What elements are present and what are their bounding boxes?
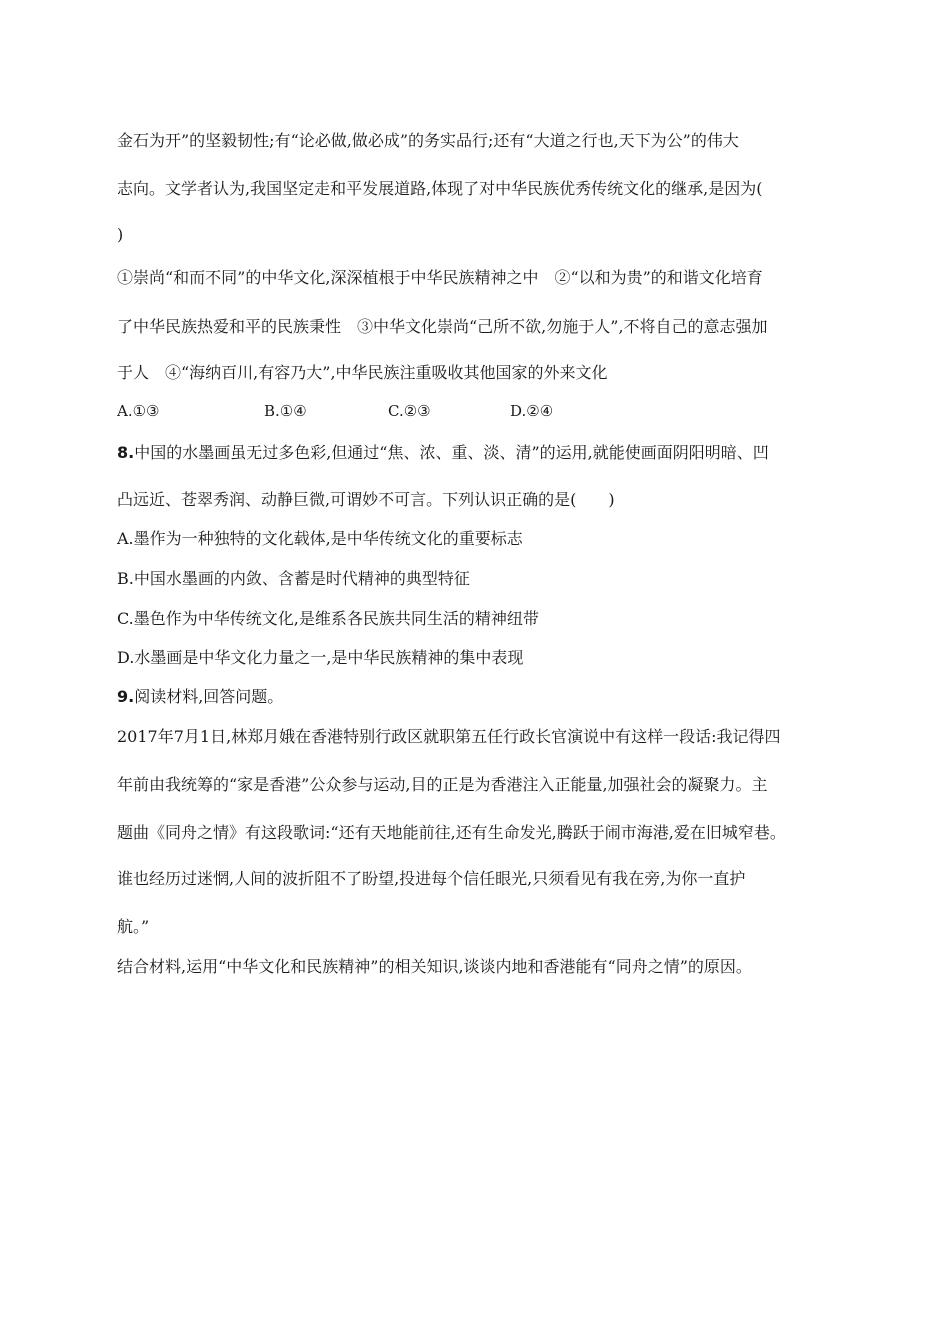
q9-title-text: 阅读材料,回答问题。	[134, 687, 284, 706]
q8-stem-text: 中国的水墨画虽无过多色彩,但通过“焦、浓、重、淡、清”的运用,就能使画面阴阳明暗、凹	[134, 443, 769, 462]
q7-option-d: D.②④	[510, 402, 554, 420]
q9-material-line-4: 谁也经历过迷惘,人间的波折阻不了盼望,投进每个信任眼光,只须看见有我在旁,为你一直护	[117, 869, 746, 888]
q8-option-b: B.中国水墨画的内敛、含蓄是时代精神的典型特征	[117, 569, 470, 588]
q7-option-b: B.①④	[264, 402, 307, 420]
q8-stem-line-2: 凸远近、苍翠秀润、动静巨微,可谓妙不可言。下列认识正确的是( )	[117, 490, 615, 509]
q9-title-line	[117, 686, 283, 708]
q7-option-c: C.②③	[388, 402, 431, 420]
q7-option-a: A.①③	[117, 402, 160, 420]
q8-option-c: C.墨色作为中华传统文化,是维系各民族共同生活的精神纽带	[117, 609, 539, 628]
q9-material-line-2: 年前由我统筹的“家是香港”公众参与运动,目的正是为香港注入正能量,加强社会的凝聚力。主	[117, 775, 768, 794]
q9-material-line-5: 航。”	[117, 917, 150, 936]
q9-material-line-3: 题曲《同舟之情》有这段歌词:“还有天地能前往,还有生命发光,腾跃于闹市海港,爱在旧城窄巷。	[117, 823, 786, 842]
q8-number: 8.	[117, 443, 135, 462]
q7-statement-line-3: 于人 ④“海纳百川,有容乃大”,中华民族注重吸收其他国家的外来文化	[117, 363, 608, 382]
q9-question: 结合材料,运用“中华文化和民族精神”的相关知识,谈谈内地和香港能有“同舟之情”的原因。	[117, 957, 752, 976]
q7-stem-line-3: )	[117, 225, 124, 244]
q7-stem-line-2: 志向。文学者认为,我国坚定走和平发展道路,体现了对中华民族优秀传统文化的继承,是因为(	[117, 179, 763, 198]
q8-option-a: A.墨作为一种独特的文化载体,是中华传统文化的重要标志	[117, 529, 523, 548]
q8-stem-line-1	[117, 442, 769, 464]
q9-material-line-1: 2017年7月1日,林郑月娥在香港特别行政区就职第五任行政长官演说中有这样一段话:我记得四	[117, 727, 781, 746]
q9-number: 9.	[117, 687, 135, 706]
q7-stem-line-1: 金石为开”的坚毅韧性;有“论必做,做必成”的务实品行;还有“大道之行也,天下为公”的伟大	[117, 131, 739, 150]
q7-statement-line-2: 了中华民族热爱和平的民族秉性 ③中华文化崇尚“己所不欲,勿施于人”,不将自己的意志强加	[117, 317, 768, 336]
q8-option-d: D.水墨画是中华文化力量之一,是中华民族精神的集中表现	[117, 648, 524, 667]
q7-statement-line-1: ①崇尚“和而不同”的中华文化,深深植根于中华民族精神之中 ②“以和为贵”的和谐文化培育	[117, 268, 763, 287]
